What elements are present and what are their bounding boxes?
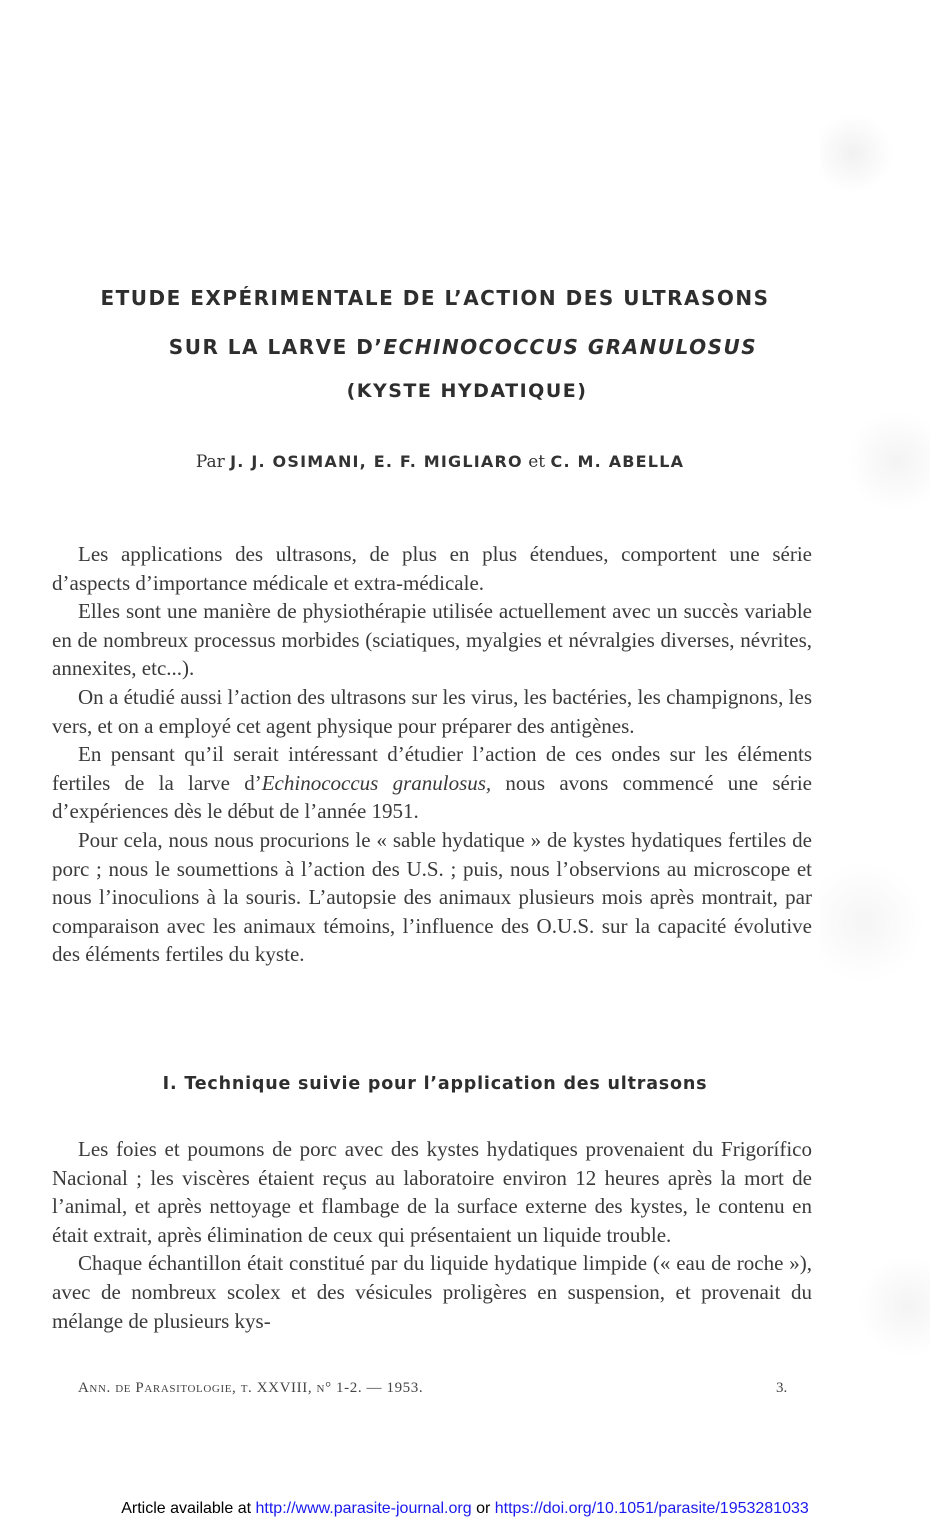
availability-prefix: Article available at (121, 1500, 252, 1517)
scan-margin-texture (820, 0, 930, 1537)
section-heading: I. Technique suivie pour l’application des ultrasons (162, 1074, 708, 1094)
authors-prefix: Par (195, 452, 225, 472)
authors-names-1: J. J. OSIMANI, E. F. MIGLIARO (230, 452, 523, 471)
journal-reference (78, 1380, 423, 1397)
intro-paragraph: On a étudié aussi l’action des ultrasons sur les virus, les bactéries, les champignons, les vers, et on a employé cet agent physique pour préparer des antigènes. (52, 684, 812, 738)
introduction-text (52, 540, 812, 969)
para4-after: nous avons commencé une série d’expériences dès le début de l’année 1951. (52, 770, 812, 824)
intro-paragraph: Pour cela, nous nous procurions le « sable hydatique » de kystes hydatiques fertiles de porc ; nous le soumettions à l’action des U.S. ; puis, nous l’observions au microscope et nous l’inoculions à la souris. L’autopsie des animaux plusieurs mois après montrait, par comparaison avec les animaux témoins, l’influence des O.U.S. sur la capacité évolutive des éléments fertiles du kyste. (52, 827, 812, 967)
journal-site-link[interactable]: http://www.parasite-journal.org (255, 1500, 472, 1517)
section-paragraph: Les foies et poumons de porc avec des kystes hydatiques provenaient du Frigorífico Nacional ; les viscères étaient reçus au laboratoire environ 12 heures après la mort de l’animal, et après nettoyage et flambage de la surface externe des kystes, le contenu en était extrait, après élimination de ceux qui présentaient un liquide trouble. (52, 1137, 812, 1247)
author-line (0, 452, 880, 472)
authors-names-2: C. M. ABELLA (550, 452, 685, 471)
para4-before: En pensant qu’il serait intéressant d’étudier l’action de ces ondes sur les éléments fertiles de la larve d’ (52, 742, 812, 795)
page-number: 3. (776, 1380, 788, 1396)
availability-banner (0, 1500, 930, 1518)
title-line-2-prefix: SUR LA LARVE D’ (168, 335, 384, 359)
doi-link[interactable]: https://doi.org/10.1051/parasite/1953281033 (494, 1500, 809, 1517)
para4-species: Echinococcus granulosus, (261, 770, 492, 795)
availability-middle: or (476, 1500, 491, 1517)
section-paragraph: Chaque échantillon était constitué par du liquide hydatique limpide (« eau de roche »), avec de nombreux scolex et des vésicules proligères en suspension, et provenait du mélange de plusieurs kys- (52, 1251, 812, 1333)
article-title-line-3: (KYSTE HYDATIQUE) (346, 380, 588, 402)
intro-paragraph: Les applications des ultrasons, de plus en plus étendues, comportent une série d’aspects d’importance médicale et extra-médicale. (52, 542, 812, 595)
journal-reference-text: Ann. de Parasitologie, t. XXVIII, n° 1-2. — 1953. (78, 1380, 424, 1396)
title-species-name: ECHINOCOCCUS GRANULOSUS (383, 335, 758, 359)
article-title-line-2 (0, 335, 928, 359)
section-text (52, 1135, 812, 1335)
authors-conjunction: et (528, 452, 546, 472)
article-title-line-1: ETUDE EXPÉRIMENTALE DE L’ACTION DES ULTRASONS (100, 286, 770, 310)
intro-paragraph (52, 740, 812, 826)
intro-paragraph: Elles sont une manière de physiothérapie utilisée actuellement avec un succès variable en de nombreux processus morbides (sciatiques, myalgies et névralgies diverses, névrites, annexites, etc...). (52, 599, 812, 681)
